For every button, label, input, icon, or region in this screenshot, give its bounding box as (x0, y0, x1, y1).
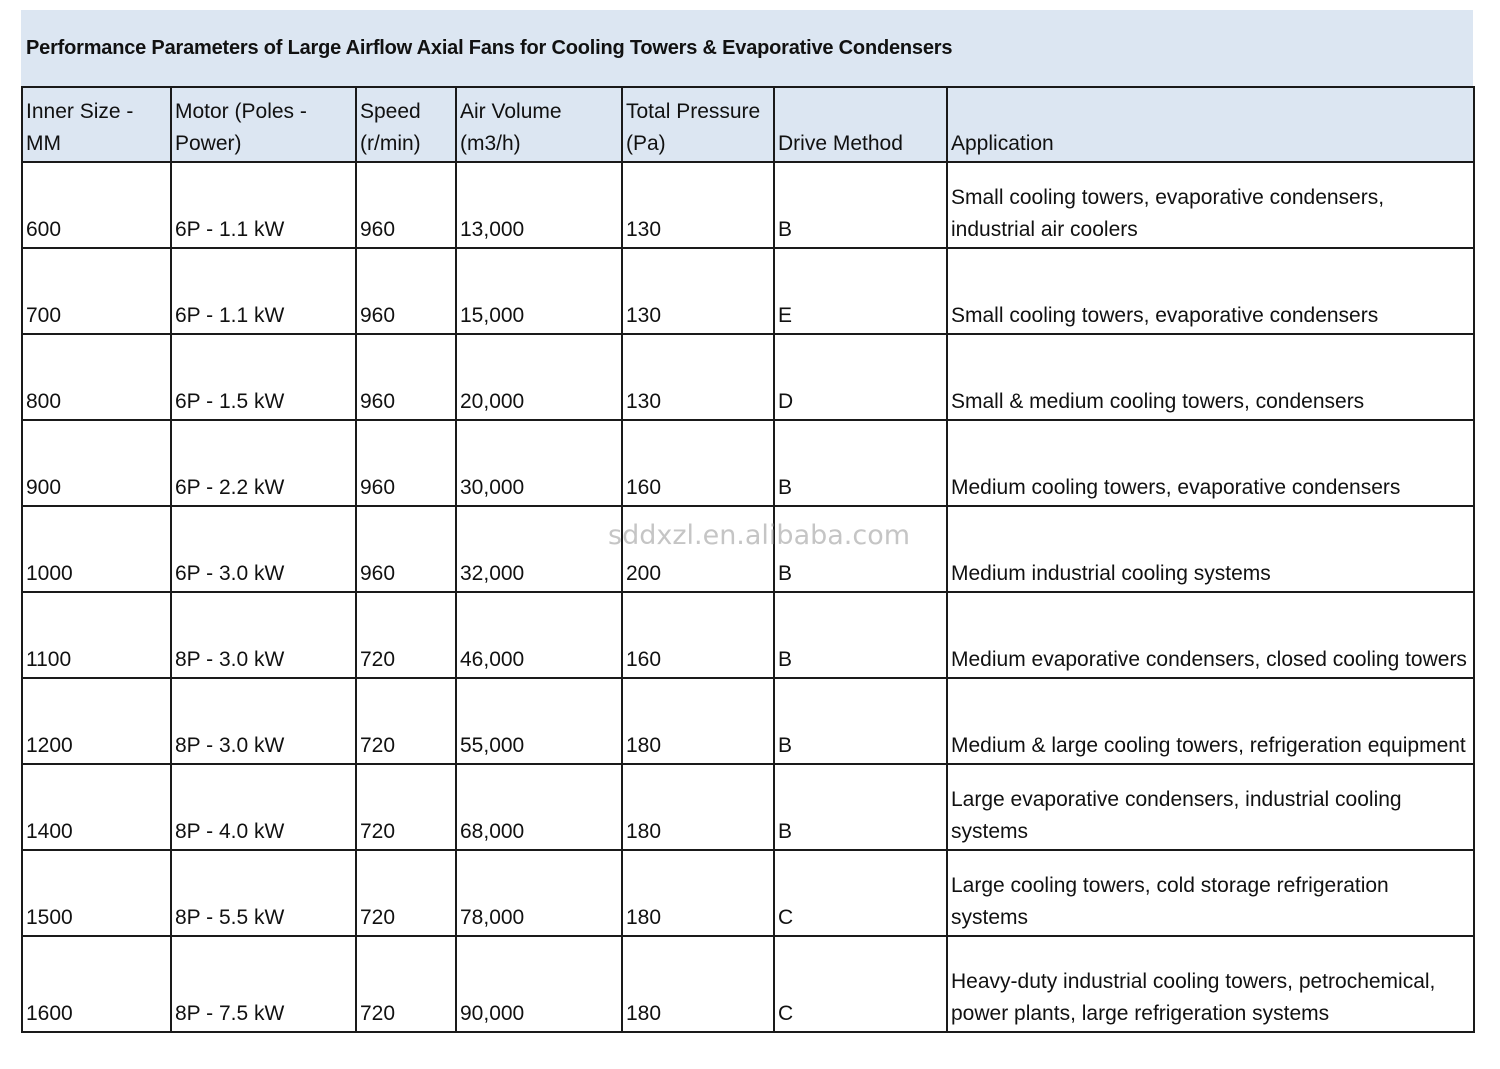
column-header-speed: Speed (r/min) (356, 87, 456, 162)
cell-air-volume: 15,000 (456, 248, 622, 334)
cell-application: Small cooling towers, evaporative condensers (947, 248, 1474, 334)
cell-application: Medium industrial cooling systems (947, 506, 1474, 592)
spec-sheet (21, 10, 1473, 1033)
cell-air-volume: 32,000 (456, 506, 622, 592)
cell-application: Small cooling towers, evaporative condensers, industrial air coolers (947, 162, 1474, 248)
column-header-total-pressure: Total Pressure (Pa) (622, 87, 774, 162)
cell-drive-method: B (774, 764, 947, 850)
cell-total-pressure: 180 (622, 764, 774, 850)
cell-air-volume: 55,000 (456, 678, 622, 764)
performance-table (21, 86, 1475, 1033)
cell-motor: 8P - 5.5 kW (171, 850, 356, 936)
table-row (22, 506, 1474, 592)
cell-drive-method: D (774, 334, 947, 420)
cell-speed: 720 (356, 936, 456, 1032)
cell-air-volume: 78,000 (456, 850, 622, 936)
table-title: Performance Parameters of Large Airflow Axial Fans for Cooling Towers & Evaporative Condensers (21, 10, 1473, 86)
cell-application: Medium cooling towers, evaporative condensers (947, 420, 1474, 506)
column-header-inner-size: Inner Size -MM (22, 87, 171, 162)
cell-motor: 8P - 3.0 kW (171, 592, 356, 678)
cell-motor: 6P - 1.1 kW (171, 248, 356, 334)
cell-total-pressure: 130 (622, 248, 774, 334)
cell-inner-size: 800 (22, 334, 171, 420)
cell-motor: 6P - 2.2 kW (171, 420, 356, 506)
cell-speed: 960 (356, 506, 456, 592)
table-row (22, 764, 1474, 850)
cell-air-volume: 20,000 (456, 334, 622, 420)
cell-speed: 960 (356, 248, 456, 334)
cell-motor: 8P - 7.5 kW (171, 936, 356, 1032)
cell-application: Large cooling towers, cold storage refrigeration systems (947, 850, 1474, 936)
table-row (22, 420, 1474, 506)
cell-total-pressure: 200 (622, 506, 774, 592)
cell-motor: 8P - 3.0 kW (171, 678, 356, 764)
cell-inner-size: 900 (22, 420, 171, 506)
column-header-motor: Motor (Poles - Power) (171, 87, 356, 162)
cell-total-pressure: 130 (622, 162, 774, 248)
cell-air-volume: 46,000 (456, 592, 622, 678)
cell-inner-size: 1500 (22, 850, 171, 936)
cell-air-volume: 30,000 (456, 420, 622, 506)
watermark: sddxzl.en.alibaba.com (608, 520, 911, 551)
cell-total-pressure: 130 (622, 334, 774, 420)
cell-inner-size: 1000 (22, 506, 171, 592)
cell-inner-size: 1400 (22, 764, 171, 850)
cell-speed: 720 (356, 850, 456, 936)
cell-air-volume: 13,000 (456, 162, 622, 248)
cell-speed: 720 (356, 678, 456, 764)
cell-drive-method: B (774, 592, 947, 678)
cell-drive-method: E (774, 248, 947, 334)
cell-speed: 720 (356, 592, 456, 678)
cell-application: Large evaporative condensers, industrial cooling systems (947, 764, 1474, 850)
header-row (22, 87, 1474, 162)
cell-motor: 6P - 3.0 kW (171, 506, 356, 592)
cell-total-pressure: 160 (622, 592, 774, 678)
cell-drive-method: B (774, 506, 947, 592)
table-row (22, 678, 1474, 764)
table-row (22, 162, 1474, 248)
table-row (22, 592, 1474, 678)
column-header-air-volume: Air Volume (m3/h) (456, 87, 622, 162)
column-header-drive-method: Drive Method (774, 87, 947, 162)
table-row (22, 850, 1474, 936)
cell-inner-size: 600 (22, 162, 171, 248)
cell-inner-size: 1200 (22, 678, 171, 764)
cell-drive-method: C (774, 936, 947, 1032)
cell-motor: 6P - 1.1 kW (171, 162, 356, 248)
cell-application: Small & medium cooling towers, condensers (947, 334, 1474, 420)
cell-drive-method: C (774, 850, 947, 936)
cell-total-pressure: 160 (622, 420, 774, 506)
cell-total-pressure: 180 (622, 678, 774, 764)
cell-speed: 960 (356, 162, 456, 248)
cell-air-volume: 90,000 (456, 936, 622, 1032)
cell-speed: 960 (356, 420, 456, 506)
cell-inner-size: 700 (22, 248, 171, 334)
cell-total-pressure: 180 (622, 936, 774, 1032)
cell-application: Heavy-duty industrial cooling towers, petrochemical, power plants, large refrigeration systems (947, 936, 1474, 1032)
table-row (22, 248, 1474, 334)
cell-speed: 960 (356, 334, 456, 420)
cell-motor: 6P - 1.5 kW (171, 334, 356, 420)
cell-speed: 720 (356, 764, 456, 850)
column-header-application: Application (947, 87, 1474, 162)
cell-application: Medium evaporative condensers, closed cooling towers (947, 592, 1474, 678)
table-row (22, 334, 1474, 420)
table-row (22, 936, 1474, 1032)
cell-application: Medium & large cooling towers, refrigeration equipment (947, 678, 1474, 764)
cell-inner-size: 1600 (22, 936, 171, 1032)
cell-inner-size: 1100 (22, 592, 171, 678)
cell-drive-method: B (774, 162, 947, 248)
cell-air-volume: 68,000 (456, 764, 622, 850)
cell-total-pressure: 180 (622, 850, 774, 936)
cell-drive-method: B (774, 420, 947, 506)
cell-motor: 8P - 4.0 kW (171, 764, 356, 850)
cell-drive-method: B (774, 678, 947, 764)
